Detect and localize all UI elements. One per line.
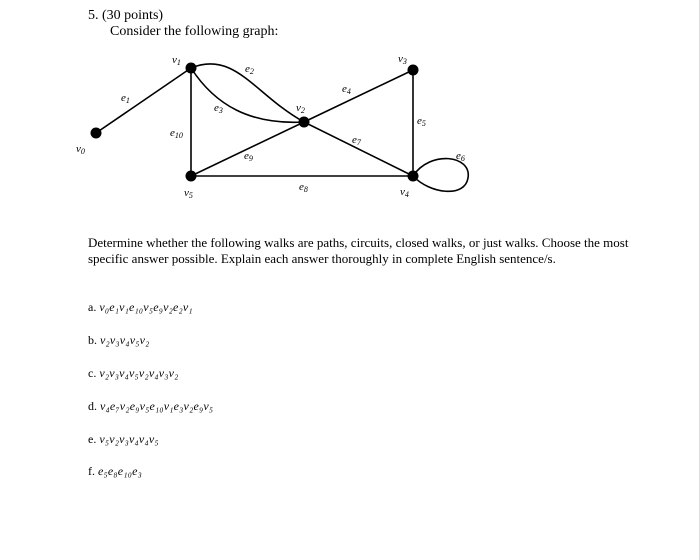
- walk-item-c: [88, 366, 179, 381]
- walk-item-b: [88, 333, 150, 348]
- label-v4: v4: [400, 186, 409, 199]
- label-e7: e7: [352, 134, 361, 147]
- walk-letter: a.: [88, 300, 97, 314]
- graph-figure: [0, 0, 700, 230]
- label-e3: e3: [214, 102, 223, 115]
- walk-letter: b.: [88, 333, 97, 347]
- label-v3: v3: [398, 53, 407, 66]
- edge-e1: [96, 68, 191, 133]
- edge-e9: [191, 122, 304, 176]
- label-v1: v1: [172, 54, 181, 67]
- walk-sequence: v₅v₂v₃v₄v₄v₅: [99, 432, 159, 446]
- question-intro: Consider the following graph:: [110, 24, 279, 39]
- question-points: (30 points): [102, 8, 164, 23]
- walk-letter: e.: [88, 432, 97, 446]
- instructions-paragraph: Determine whether the following walks are paths, circuits, closed walks, or just walks. Choose the most specific answer possible. Explain each answer thoroughly in complete English sentence/s.: [88, 235, 629, 266]
- vertex-v0: [91, 128, 102, 139]
- walk-item-d: [88, 399, 213, 414]
- edge-e3: [191, 68, 304, 122]
- edge-e7: [304, 122, 413, 176]
- edge-e6: [413, 159, 468, 192]
- walk-sequence: v₂v₃v₄v₅v₂v₄v₃v₂: [99, 366, 179, 380]
- edge-e4: [304, 70, 413, 122]
- vertex-v5: [186, 171, 197, 182]
- walk-sequence: v₄e₇v₂e₉v₅e₁₀v₁e₃v₂e₉v₅: [100, 399, 214, 413]
- label-e9: e9: [244, 150, 253, 163]
- vertex-v2: [299, 117, 310, 128]
- label-e4: e4: [342, 83, 351, 96]
- walk-item-e: [88, 432, 159, 447]
- label-v0: v0: [76, 143, 85, 156]
- vertex-v4: [408, 171, 419, 182]
- walk-item-a: [88, 300, 193, 315]
- label-e10: e10: [170, 127, 183, 140]
- label-e8: e8: [299, 181, 308, 194]
- label-e6: e6: [456, 150, 465, 163]
- label-v5: v5: [184, 187, 193, 200]
- walk-sequence: e₅e₈e₁₀e₃: [98, 464, 142, 478]
- walk-sequence: v₂v₃v₄v₅v₂: [100, 333, 150, 347]
- label-e5: e5: [417, 115, 426, 128]
- walk-letter: c.: [88, 366, 97, 380]
- walk-letter: d.: [88, 399, 97, 413]
- vertex-v3: [408, 65, 419, 76]
- vertex-v1: [186, 63, 197, 74]
- walk-item-f: [88, 464, 142, 479]
- label-e1: e1: [121, 92, 130, 105]
- label-v2: v2: [296, 102, 305, 115]
- question-number: 5.: [88, 8, 99, 23]
- walk-sequence: v₀e₁v₁e₁₀v₅e₉v₂e₂v₁: [99, 300, 193, 314]
- walk-letter: f.: [88, 464, 95, 478]
- label-e2: e2: [245, 63, 254, 76]
